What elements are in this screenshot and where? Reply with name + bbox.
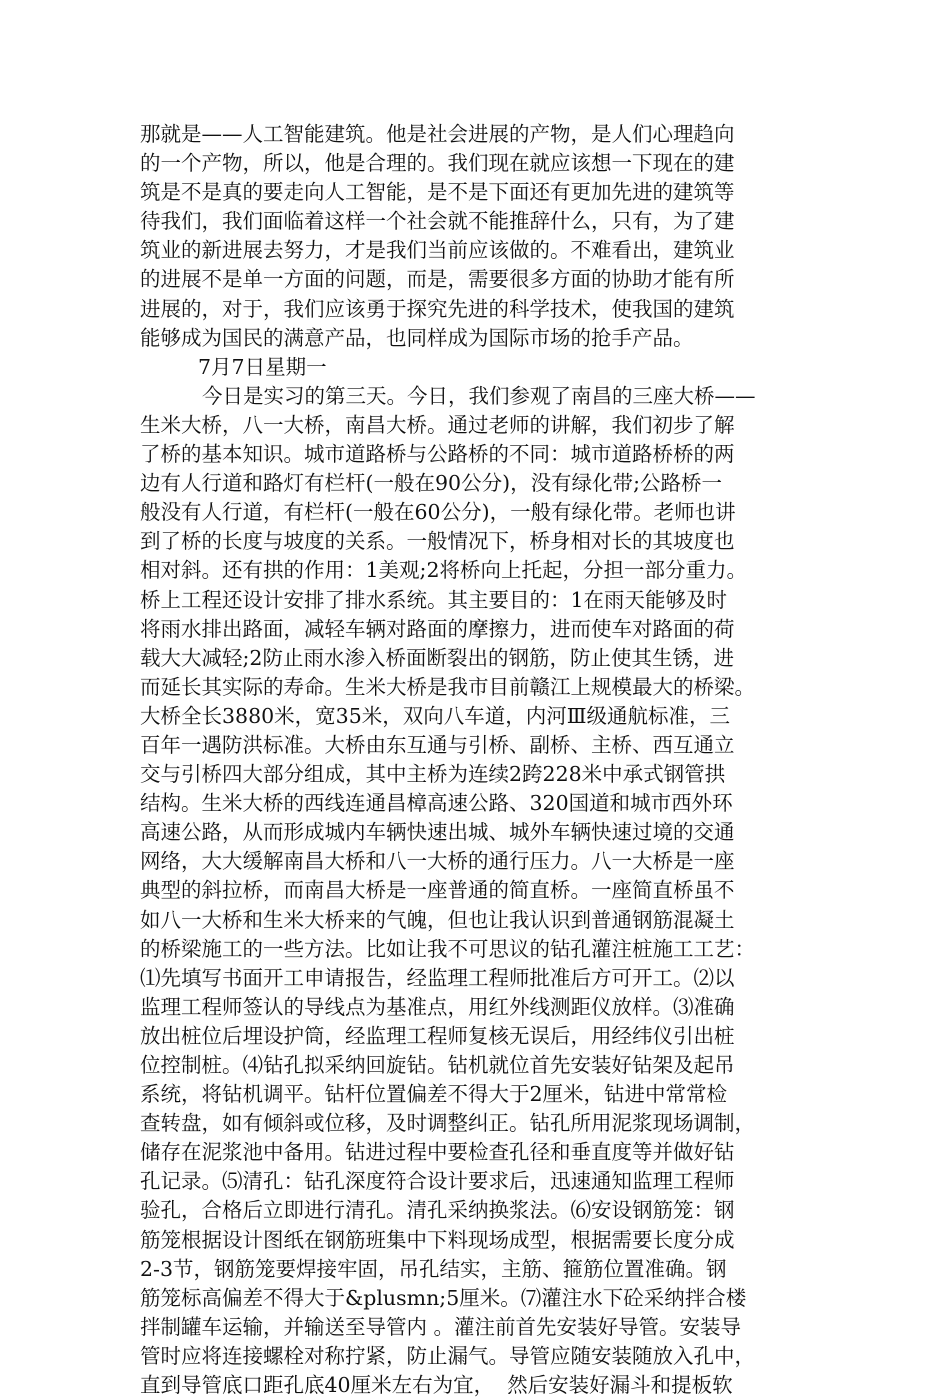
text-line: 筑业的新进展去努力，才是我们当前应该做的。不难看出，建筑业 <box>140 238 735 263</box>
text-line: 监理工程师签认的导线点为基准点，用红外线测距仪放样。⑶准确 <box>140 994 735 1019</box>
text-line: 筑是不是真的要走向人工智能，是不是下面还有更加先进的建筑等 <box>140 180 735 205</box>
body-paragraph <box>140 382 826 1400</box>
document-page <box>140 120 826 1400</box>
text-line: 的进展不是单一方面的问题，而是，需要很多方面的协助才能有所 <box>140 267 735 292</box>
text-line: 系统，将钻机调平。钻杆位置偏差不得大于2厘米，钻进中常常检 <box>140 1082 728 1107</box>
text-line: 结构。生米大桥的西线连通昌樟高速公路、320国道和城市西外环 <box>140 791 733 816</box>
text-line: 网络，大大缓解南昌大桥和八一大桥的通行压力。八一大桥是一座 <box>140 849 735 874</box>
text-line: 孔记录。⑸清孔：钻孔深度符合设计要求后，迅速通知监理工程师 <box>140 1169 735 1194</box>
text-line: 典型的斜拉桥，而南昌大桥是一座普通的简直桥。一座简直桥虽不 <box>140 878 735 903</box>
text-line: 般没有人行道，有栏杆(一般在60公分)，一般有绿化带。老师也讲 <box>140 500 736 525</box>
text-line: 今日是实习的第三天。今日，我们参观了南昌的三座大桥—— <box>202 383 756 408</box>
text-line: 位控制桩。⑷钻孔拟采纳回旋钻。钻机就位首先安装好钻架及起吊 <box>140 1053 735 1077</box>
text-line: 载大大减轻;2防止雨水渗入桥面断裂出的钢筋，防止使其生锈，进 <box>140 645 734 670</box>
text-line: 直到导管底口距孔底40厘米左右为宜， 然后安装好漏斗和提板软 <box>140 1373 733 1398</box>
text-line: 拌制罐车运输，并输送至导管内 。灌注前首先安装好导管。安装导 <box>140 1314 742 1339</box>
text-line: 验孔，合格后立即进行清孔。清孔采纳换浆法。⑹安设钢筋笼：钢 <box>140 1198 735 1223</box>
text-line: 桥上工程还设计安排了排水系统。其主要目的：1在雨天能够及时 <box>140 587 728 612</box>
text-line: 储存在泥浆池中备用。钻进过程中要检查孔径和垂直度等并做好钻 <box>140 1140 735 1165</box>
text-line: 生米大桥，八一大桥，南昌大桥。通过老师的讲解，我们初步了解 <box>140 412 735 437</box>
text-line: 管时应将连接螺栓对称拧紧，防止漏气。导管应随安装随放入孔中， <box>140 1343 755 1368</box>
text-line: 的桥梁施工的一些方法。比如让我不可思议的钻孔灌注桩施工工艺： <box>140 936 755 961</box>
text-line: 如八一大桥和生米大桥来的气魄，但也让我认识到普通钢筋混凝土 <box>140 907 735 932</box>
text-line: 那就是——人工智能建筑。他是社会进展的产物，是人们心理趋向 <box>140 122 735 146</box>
text-line: 了桥的基本知识。城市道路桥与公路桥的不同：城市道路桥桥的两 <box>140 442 735 467</box>
text-line: 而延长其实际的寿命。生米大桥是我市目前赣江上规模最大的桥梁。 <box>140 674 755 699</box>
text-line: 2-3节，钢筋笼要焊接牢固，吊孔结实，主筋、箍筋位置准确。钢 <box>140 1256 727 1281</box>
date-heading: 7月7日星期一 <box>198 354 327 379</box>
text-line: 放出桩位后埋设护筒，经监理工程师复核无误后，用经纬仪引出桩 <box>140 1023 735 1048</box>
text-line: 进展的，对于，我们应该勇于探究先进的科学技术，使我国的建筑 <box>140 296 735 321</box>
text-line: 边有人行道和路灯有栏杆(一般在90公分)，没有绿化带;公路桥一 <box>140 471 722 496</box>
text-line: 的一个产物，所以，他是合理的。我们现在就应该想一下现在的建 <box>140 151 735 176</box>
text-line: 能够成为国民的满意产品，也同样成为国际市场的抢手产品。 <box>140 325 694 350</box>
text-line: 筋笼根据设计图纸在钢筋班集中下料现场成型，根据需要长度分成 <box>140 1227 735 1252</box>
intro-paragraph <box>140 120 826 353</box>
text-line: 待我们，我们面临着这样一个社会就不能推辞什么，只有，为了建 <box>140 209 735 234</box>
text-line: 筋笼标高偏差不得大于&plusmn;5厘米。⑺灌注水下砼采纳拌合楼 <box>140 1285 747 1310</box>
text-line: 交与引桥四大部分组成，其中主桥为连续2跨228米中承式钢管拱 <box>140 762 726 787</box>
text-line: 查转盘，如有倾斜或位移，及时调整纠正。钻孔所用泥浆现场调制， <box>140 1111 755 1136</box>
text-line: 到了桥的长度与坡度的关系。一般情况下，桥身相对长的其坡度也 <box>140 529 735 554</box>
text-line: ⑴先填写书面开工申请报告，经监理工程师批准后方可开工。⑵以 <box>140 965 735 990</box>
text-line: 百年一遇防洪标准。大桥由东互通与引桥、副桥、主桥、西互通立 <box>140 732 735 757</box>
text-line: 相对斜。还有拱的作用：1美观;2将桥向上托起，分担一部分重力。 <box>140 558 747 583</box>
text-line: 大桥全长3880米，宽35米，双向八车道，内河Ⅲ级通航标准，三 <box>140 703 731 728</box>
text-line: 高速公路，从而形成城内车辆快速出城、城外车辆快速过境的交通 <box>140 820 735 845</box>
text-line: 将雨水排出路面，减轻车辆对路面的摩擦力，进而使车对路面的荷 <box>140 616 735 641</box>
